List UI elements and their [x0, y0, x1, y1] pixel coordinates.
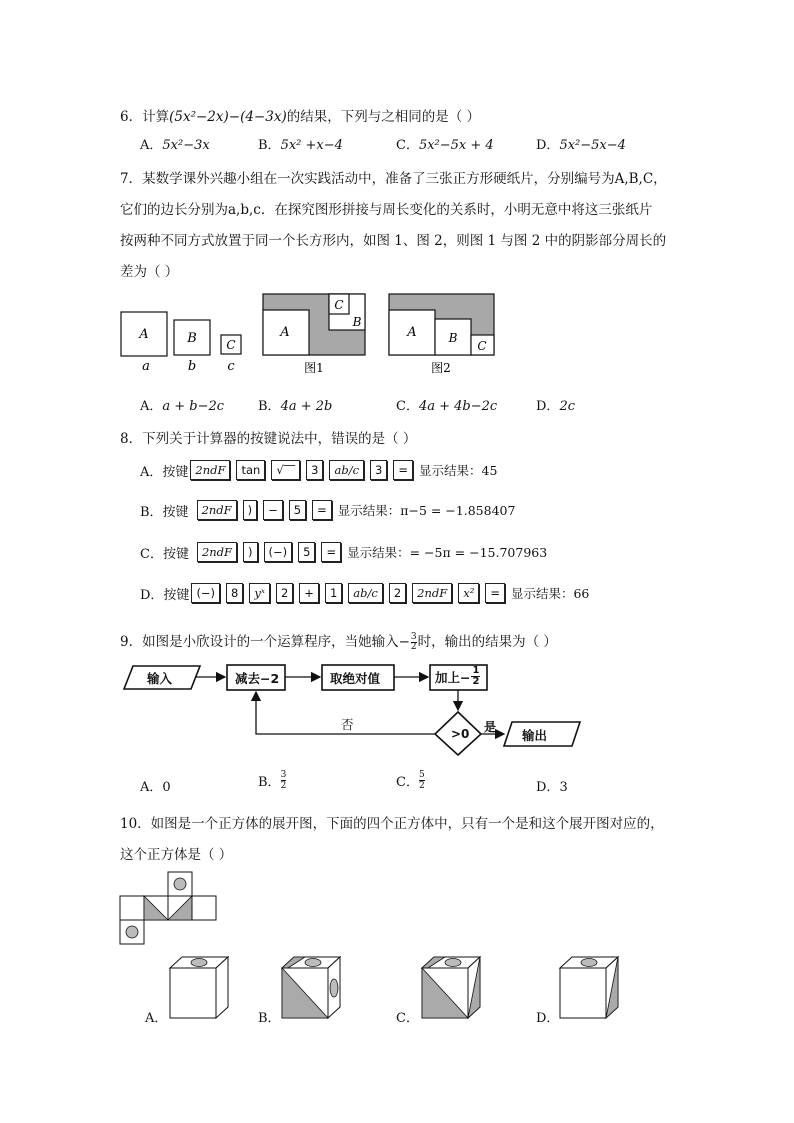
flow-abs-label: 取绝对值: [330, 671, 381, 686]
cube-b: [282, 957, 340, 1018]
q8-option-c[interactable]: [140, 542, 547, 562]
key-negative: (−): [191, 583, 220, 603]
key-tan: tan: [236, 460, 265, 480]
cube-net: [118, 870, 218, 945]
key-plus: +: [299, 583, 319, 603]
q10-line1: 10．如图是一个正方体的展开图，下面的四个正方体中，只有一个是和这个展开图对应的，: [120, 816, 664, 832]
key-2: 2: [276, 583, 293, 603]
key-close-paren: ): [243, 542, 258, 562]
square-a-label: A: [139, 327, 149, 342]
circle-icon: [126, 926, 138, 938]
q8-option-b[interactable]: [140, 500, 515, 520]
cube-a: [170, 957, 228, 1018]
q9-option-c[interactable]: C． 5 2: [396, 770, 425, 791]
q9-option-d[interactable]: D．3: [536, 780, 568, 795]
q9-frac: $\frac{3}{2}$: [410, 632, 417, 652]
side-a-label: a: [142, 359, 150, 374]
fig1-label-c: C: [334, 298, 344, 312]
q8-c-result: 显示结果：= −5π = −15.707963: [347, 545, 548, 560]
q6-option-d[interactable]: D．5x²−5x−4: [536, 138, 626, 153]
q8-a-label: A．按键: [140, 464, 189, 480]
cube-d: [560, 957, 618, 1018]
flow-yes-label: 是: [484, 720, 497, 734]
q7-line4: 差为（ ）: [120, 264, 179, 280]
q9-stem: 9．如图是小欣设计的一个运算程序，当她输入− $\frac{3}{2}$ 时，输出的结果为（ ）: [120, 632, 557, 652]
key-2ndf: 2ndF: [412, 583, 452, 603]
key-3: 3: [370, 460, 387, 480]
q10-option-a[interactable]: A．: [145, 1011, 168, 1026]
q8-option-d[interactable]: [140, 583, 589, 603]
q9-option-a[interactable]: A．0: [140, 780, 171, 795]
key-5: 5: [289, 500, 306, 520]
key-2ndf: 2ndF: [197, 542, 237, 562]
q8-option-a[interactable]: [140, 460, 497, 480]
q7-option-d[interactable]: D．2c: [536, 399, 575, 414]
q8-a-result: 显示结果：45: [419, 463, 498, 478]
q7-option-b[interactable]: B．4a + 2b: [258, 399, 333, 414]
side-b-label: b: [187, 359, 197, 374]
flow-add-label: 加上− $\frac{1}{2}$: [435, 665, 480, 687]
key-2: 2: [389, 583, 406, 603]
key-negative: (−): [264, 542, 293, 562]
square-c-label: C: [226, 338, 236, 352]
key-ab-c: ab/c: [329, 460, 364, 480]
q8-d-label: D．按键: [140, 587, 190, 603]
circle-icon: [174, 878, 186, 890]
key-equals: =: [321, 542, 341, 562]
key-equals: =: [485, 583, 505, 603]
key-equals: =: [312, 500, 332, 520]
key-y-power-x: yˣ: [249, 583, 270, 603]
q10-option-c[interactable]: C．: [396, 1011, 419, 1026]
q10-option-b[interactable]: B．: [258, 1011, 281, 1026]
fig2-label-c: C: [477, 339, 487, 353]
fig1-label-b: B: [352, 315, 362, 329]
key-3: 3: [306, 460, 323, 480]
q8-b-result: 显示结果：π−5 = −1.858407: [337, 503, 516, 518]
q6-option-a[interactable]: A．5x²−3x: [140, 138, 210, 153]
fig2-label-a: A: [407, 325, 417, 340]
key-close-paren: ): [243, 500, 258, 520]
flow-sub-label: 减去−2: [235, 671, 280, 686]
cube-c: [422, 957, 480, 1018]
q8-d-result: 显示结果：66: [510, 586, 590, 601]
q8-c-label: C．按键: [140, 546, 189, 562]
q7-line3: 按两种不同方式放置于同一个长方形内，如图 1、图 2，则图 1 与图 2 中的阴影部分周长的: [120, 233, 667, 249]
square-b-label: B: [187, 331, 197, 346]
key-minus: −: [263, 500, 283, 520]
key-equals: =: [393, 460, 413, 480]
flow-input-label: 输入: [147, 671, 173, 686]
key-2ndf: 2ndF: [190, 460, 230, 480]
q8-b-label: B．按键: [140, 504, 189, 520]
q10-option-d[interactable]: D．: [536, 1011, 560, 1026]
flow-output-label: 输出: [522, 728, 548, 743]
fig1-caption: 图1: [304, 361, 324, 375]
q6-option-c[interactable]: C．5x²−5x + 4: [396, 138, 494, 153]
q7-option-a[interactable]: A．a + b−2c: [140, 399, 225, 414]
q8-stem: 8．下列关于计算器的按键说法中，错误的是（ ）: [120, 431, 417, 447]
q7-option-c[interactable]: C．4a + 4b−2c: [396, 399, 498, 414]
key-ab-c: ab/c: [348, 583, 383, 603]
flow-cond-label: >0: [451, 727, 470, 741]
q10-line2: 这个正方体是（ ）: [120, 847, 233, 863]
net-face: [120, 896, 144, 920]
key-2ndf: 2ndF: [197, 500, 237, 520]
key-8: 8: [226, 583, 243, 603]
q6-stem: 6．计算(5x²−2x)−(4−3x)的结果，下列与之相同的是（ ）: [120, 109, 481, 125]
key-1: 1: [325, 583, 342, 603]
key-x-squared: x²: [458, 583, 479, 603]
net-face: [192, 896, 216, 920]
key-sqrt: √‾‾: [271, 460, 300, 480]
fig2-caption: 图2: [431, 361, 451, 375]
flow-no-label: 否: [341, 717, 354, 732]
q7-line2: 它们的边长分别为a,b,c．在探究图形拼接与周长变化的关系时，小明无意中将这三张纸片: [120, 202, 653, 218]
q6-option-b[interactable]: B．5x² +x−4: [258, 138, 343, 153]
fig2-label-b: B: [448, 331, 458, 345]
q7-figure: [115, 290, 505, 380]
fig1-label-a: A: [280, 325, 290, 340]
q9-option-b[interactable]: B． 3 2: [258, 770, 287, 791]
key-5: 5: [298, 542, 315, 562]
side-c-label: c: [227, 359, 235, 374]
q7-line1: 7．某数学课外兴趣小组在一次实践活动中，准备了三张正方形硬纸片，分别编号为A,B,C，: [120, 171, 667, 187]
